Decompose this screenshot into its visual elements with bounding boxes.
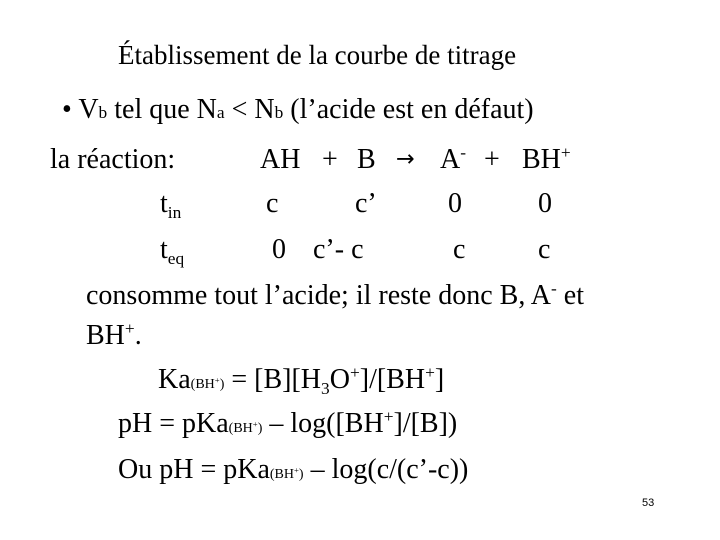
reaction-label: la réaction: (50, 144, 176, 175)
reaction-arrow: → (396, 146, 415, 172)
tin-b: c’ (355, 188, 377, 219)
page-title: Établissement de la courbe de titrage (118, 40, 517, 70)
teq-b: c’- c (313, 234, 364, 265)
pka-subscript: (BH+) (269, 465, 304, 482)
teq-ah: 0 (272, 234, 286, 265)
reactant-ah: AH (260, 144, 301, 175)
bullet: • (62, 94, 72, 125)
tin-a: 0 (448, 188, 462, 219)
teq-a: c (453, 234, 466, 265)
tin-ah: c (266, 188, 279, 219)
nb-subscript: b (274, 103, 284, 122)
ka-subscript: (BH+) (190, 375, 225, 392)
row-label-teq: $t_{eq}$ (160, 234, 185, 269)
condition-text-1: tel que N (107, 94, 217, 125)
pka-subscript: (BH+) (228, 419, 263, 436)
plus-sign-2: + (484, 144, 500, 175)
product-a-minus: A- (440, 143, 467, 175)
equation-ka: $Ka(BH^+) = [B][H_3O^+]/[BH^+]$ (158, 363, 445, 399)
equation-ph-2: Ou pH = pKa(BH+) – log(c/(c’-c)) (118, 454, 469, 485)
vb-symbol: Vb (78, 94, 108, 125)
plus-sign-1: + (322, 144, 338, 175)
conclusion-line-1: consomme tout l’acide; il reste donc B, A- et (86, 279, 585, 311)
page-number: 53 (642, 497, 655, 509)
row-label-tin: $t_{in}$ (160, 188, 182, 223)
equation-ph-1: pH = pKa(BH+) – log([BH+]/[B]) (118, 407, 458, 439)
na-subscript: a (216, 103, 225, 122)
condition-note: (l’acide est en défaut) (283, 94, 534, 125)
reactant-b: B (357, 144, 376, 175)
condition-line (62, 96, 534, 124)
tin-bh: 0 (538, 188, 552, 219)
conclusion-line-2: BH+. (86, 319, 142, 351)
product-bh-plus: BH+ (522, 143, 571, 175)
teq-bh: c (538, 234, 551, 265)
condition-text-2: < N (224, 94, 275, 125)
